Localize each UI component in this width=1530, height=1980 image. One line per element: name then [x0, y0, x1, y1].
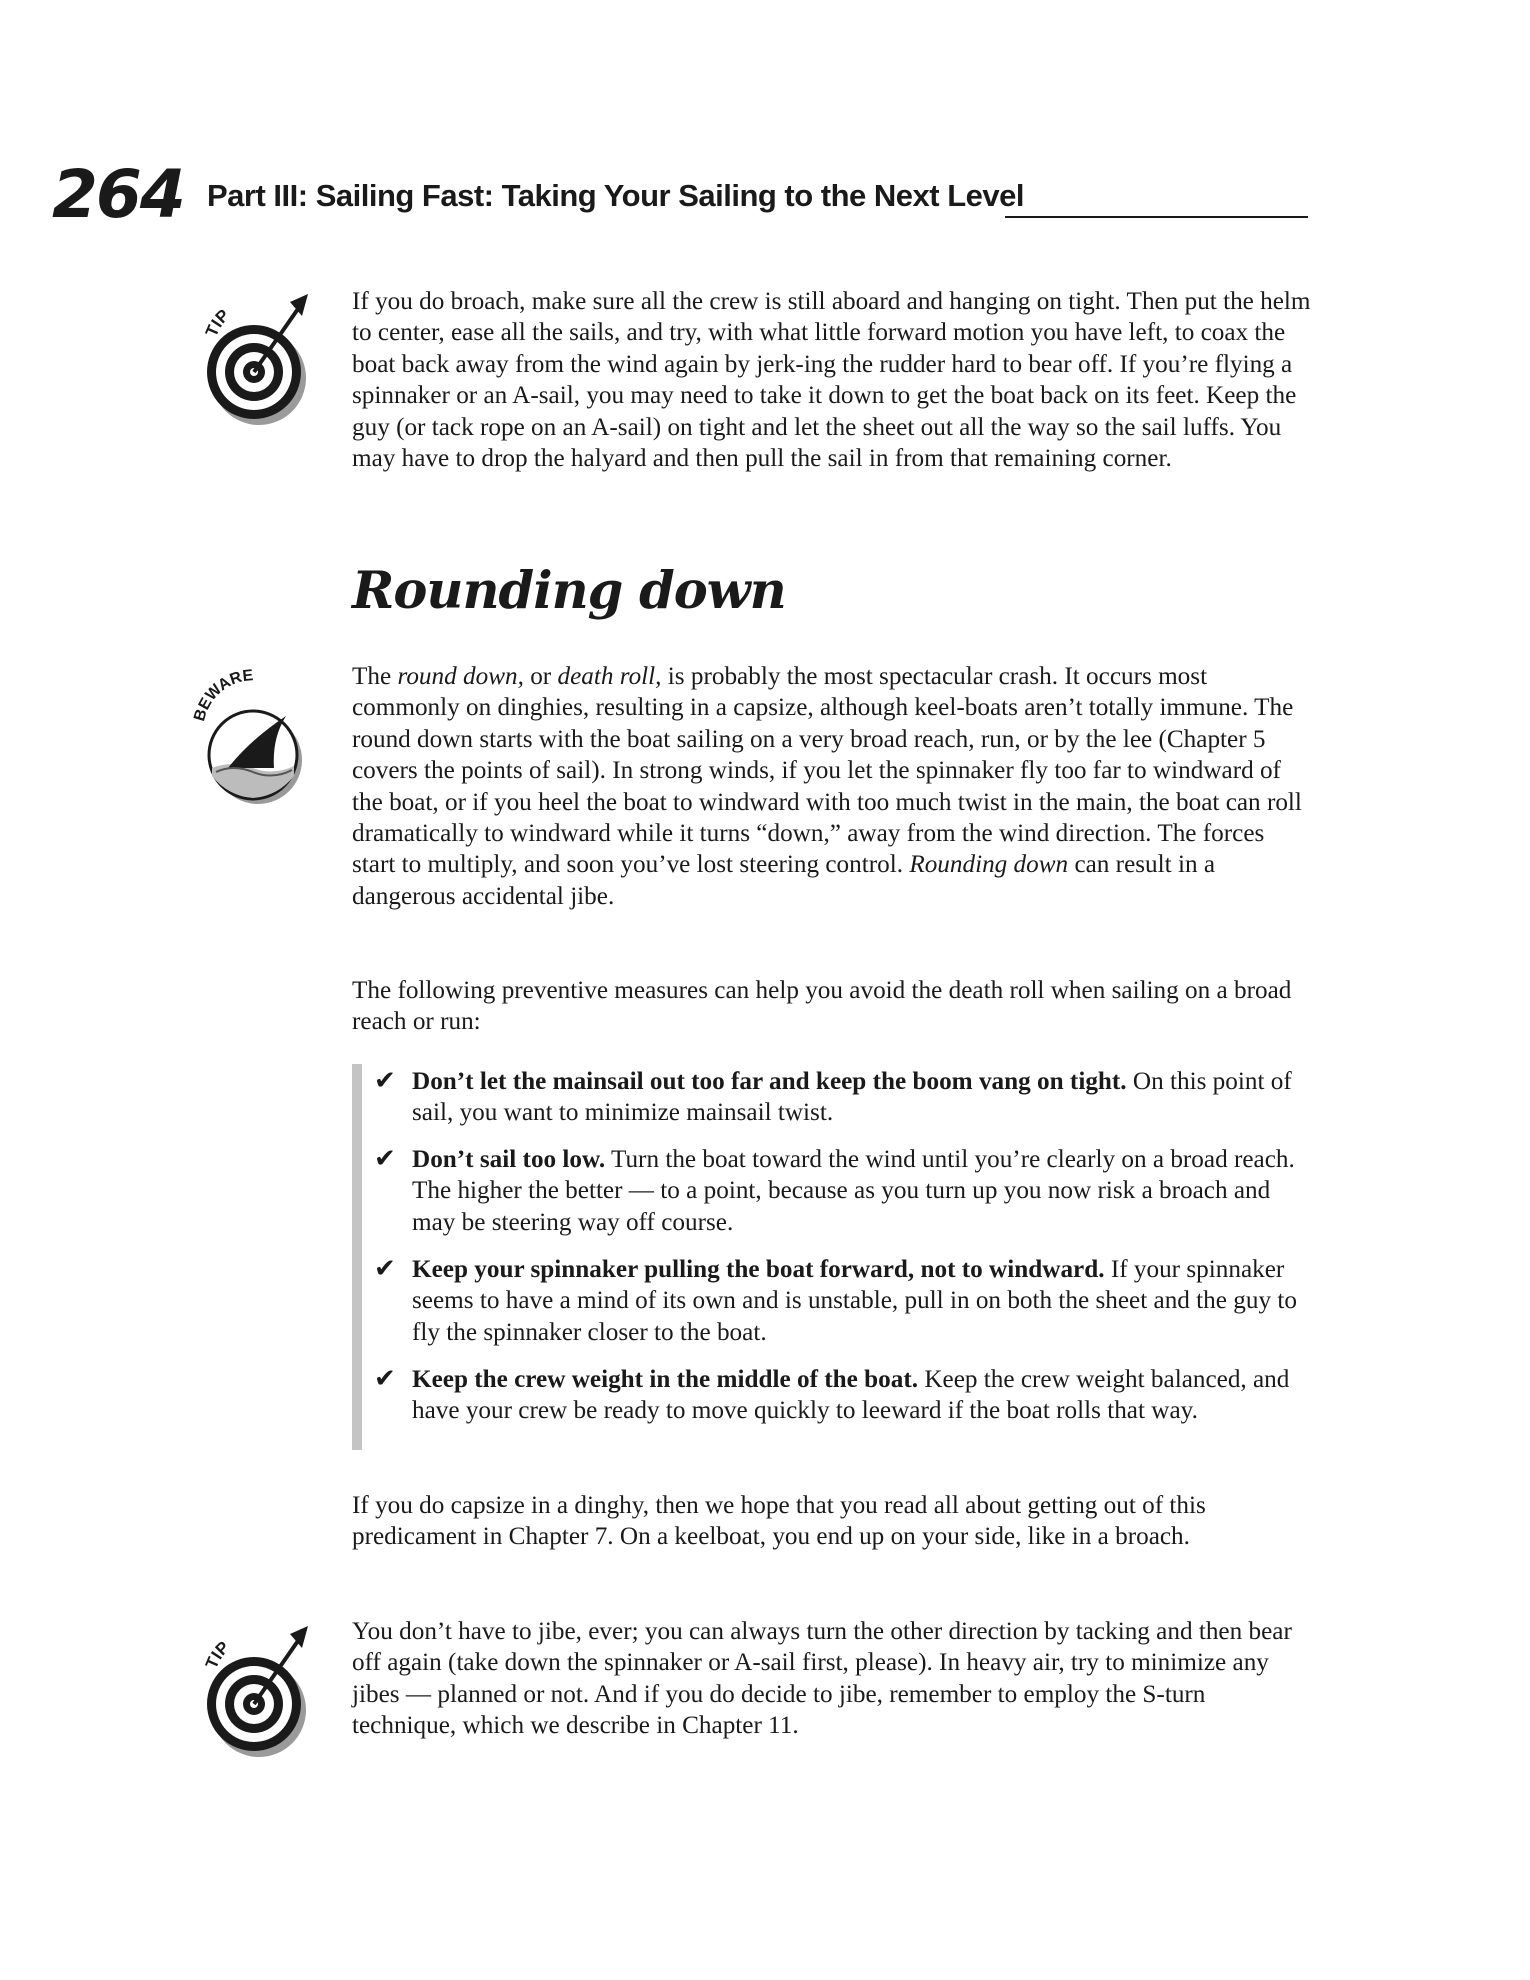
tip-target-icon	[196, 286, 320, 430]
jibe-tip-paragraph: You don’t have to jibe, ever; you can always turn the other direction by tacking and then bear off again (take down the spinnaker or A-sail first, please). In heavy air, try to minimize any jibes — planned or not. And if you do decide to jibe, remember to employ the S-turn technique, which we describe in Chapter 11.	[352, 1618, 1292, 1740]
bullet-sidebar-bar	[352, 1064, 362, 1450]
checkmark-icon: ✔	[374, 1364, 396, 1394]
preventive-intro-paragraph: The following preventive measures can help you avoid the death roll when sailing on a broad reach or run:	[352, 977, 1292, 1036]
header-rule	[1005, 216, 1308, 218]
capsize-paragraph: If you do capsize in a dinghy, then we hope that you read all about getting out of this predicament in Chapter 7. On a keelboat, you end up on your side, like in a broach.	[352, 1492, 1206, 1551]
intro-paragraph: If you do broach, make sure all the crew is still aboard and hanging on tight. Then put the helm to center, ease all the sails, and try, with what little forward motion you have left, to coax the boat back away from the wind again by jerk-ing the rudder hard to bear off. If you’re flying a spinnaker or an A-sail, you may need to take it down to get the boat back on its feet. Keep the guy (or tack rope on an A-sail) on tight and let the sheet out all the way so the sail luffs. You may have to drop the halyard and then pull the sail in from that remaining corner.	[352, 288, 1311, 473]
list-item: ✔ Don’t let the mainsail out too far and keep the boom vang on tight. On this point of sail, you want to minimize mainsail twist.	[374, 1066, 1292, 1127]
tip-label: TIP	[201, 305, 234, 340]
beware-shark-icon	[188, 664, 318, 804]
running-head: Part III: Sailing Fast: Taking Your Sailing to the Next Level	[207, 178, 1024, 213]
rounding-down-paragraph: The round down, or death roll, is probably the most spectacular crash. It occurs most commonly on dinghies, resulting in a capsize, although keel-boats aren’t totally immune. The round down starts with the boat sailing on a very broad reach, run, or by the lee (Chapter 5 covers the points of sail). In strong winds, if you let the spinnaker fly too far to windward of the boat, or if you heel the boat to windward with too much twist in the main, the boat can roll dramatically to windward while it turns “down,” away from the wind direction. The forces start to multiply, and soon you’ve lost steering control. Rounding down can result in a dangerous accidental jibe.	[352, 663, 1302, 910]
page-number: 264	[52, 156, 184, 233]
tip-label: TIP	[201, 1637, 234, 1672]
list-item: ✔ Keep your spinnaker pulling the boat forward, not to windward. If your spinnaker seems to have a mind of its own and is unstable, pull in on both the sheet and the guy to fly the spinnaker closer to the boat.	[374, 1254, 1297, 1346]
list-item: ✔ Don’t sail too low. Turn the boat toward the wind until you’re clearly on a broad reach. The higher the better — to a point, because as you turn up you now risk a broach and may be steering way off course.	[374, 1144, 1295, 1236]
list-item: ✔ Keep the crew weight in the middle of the boat. Keep the crew weight balanced, and have your crew be ready to move quickly to leeward if the boat rolls that way.	[374, 1364, 1290, 1425]
beware-label: BEWARE	[191, 667, 254, 724]
section-heading: Rounding down	[352, 561, 786, 621]
tip-target-icon	[196, 1618, 320, 1762]
checkmark-icon: ✔	[374, 1144, 396, 1174]
checkmark-icon: ✔	[374, 1254, 396, 1284]
checkmark-icon: ✔	[374, 1066, 396, 1096]
